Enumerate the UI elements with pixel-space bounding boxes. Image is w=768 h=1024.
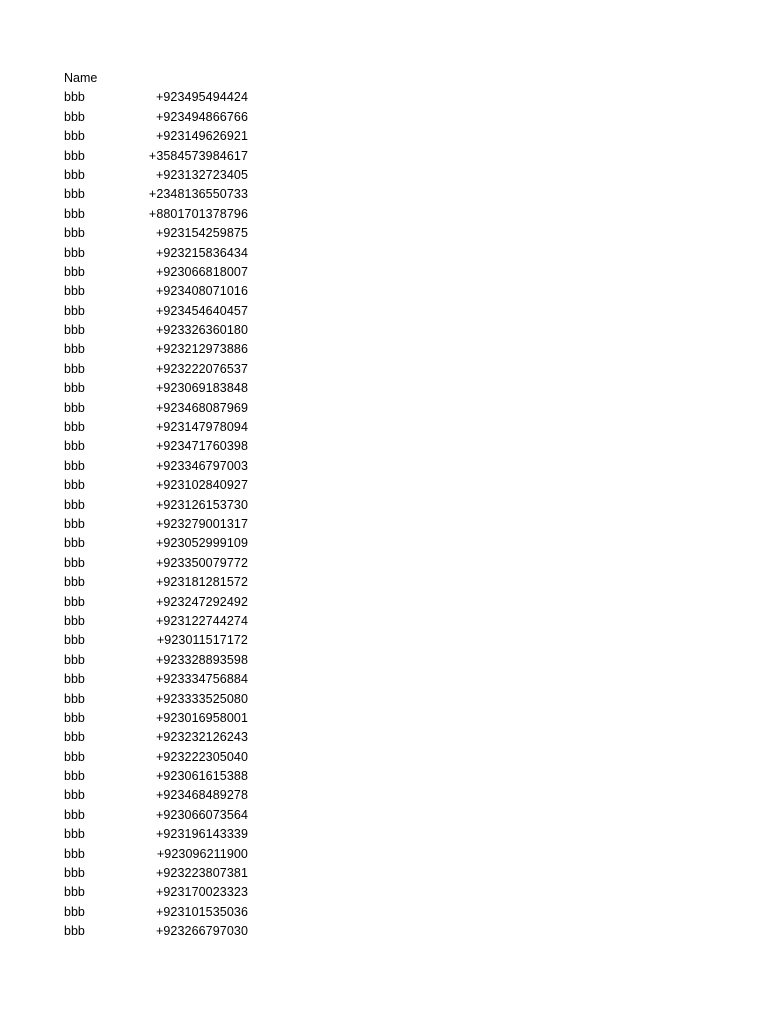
name-cell: bbb	[64, 672, 85, 687]
phone-cell: +923222076537	[155, 361, 248, 376]
name-cell: bbb	[64, 633, 85, 648]
name-cell: bbb	[64, 924, 85, 939]
phone-cell: +3584573984617	[148, 148, 248, 163]
name-cell: bbb	[64, 497, 85, 512]
table-row	[64, 244, 248, 263]
phone-cell: +923279001317	[155, 516, 248, 531]
name-cell: bbb	[64, 381, 85, 396]
phone-cell: +923495494424	[155, 90, 248, 105]
phone-cell: +923066073564	[155, 807, 248, 822]
phone-cell: +923471760398	[155, 439, 248, 454]
name-cell: bbb	[64, 284, 85, 299]
name-cell: bbb	[64, 439, 85, 454]
table-row	[64, 825, 248, 844]
table-row	[64, 166, 248, 185]
name-cell: bbb	[64, 575, 85, 590]
phone-cell: +923011517172	[156, 633, 248, 648]
name-cell: bbb	[64, 613, 85, 628]
table-row	[64, 786, 248, 805]
table-row	[64, 263, 248, 282]
name-cell: bbb	[64, 710, 85, 725]
name-cell: bbb	[64, 749, 85, 764]
phone-cell: +923215836434	[155, 245, 248, 260]
phone-cell: +923170023323	[155, 885, 248, 900]
name-cell: bbb	[64, 458, 85, 473]
table-row	[64, 845, 248, 864]
phone-cell: +923147978094	[155, 420, 248, 435]
name-cell: bbb	[64, 129, 85, 144]
name-cell: bbb	[64, 400, 85, 415]
name-cell: bbb	[64, 361, 85, 376]
table-row	[64, 767, 248, 786]
name-cell: bbb	[64, 342, 85, 357]
phone-cell: +923494866766	[155, 109, 248, 124]
name-cell: bbb	[64, 652, 85, 667]
table-row	[64, 457, 248, 476]
name-cell: bbb	[64, 187, 85, 202]
name-cell: bbb	[64, 226, 85, 241]
phone-cell: +923333525080	[155, 691, 248, 706]
table-row	[64, 127, 248, 146]
name-cell: bbb	[64, 594, 85, 609]
phone-cell: +923096211900	[156, 846, 248, 861]
phone-cell: +923061615388	[155, 769, 248, 784]
phone-cell: +923016958001	[155, 710, 248, 725]
phone-cell: +923196143339	[155, 827, 248, 842]
phone-cell: +923132723405	[155, 167, 248, 182]
contact-sheet	[64, 69, 248, 942]
phone-cell: +923350079772	[155, 555, 248, 570]
table-row	[64, 515, 248, 534]
phone-cell: +923154259875	[155, 226, 248, 241]
table-row	[64, 282, 248, 301]
name-cell: bbb	[64, 769, 85, 784]
phone-cell: +923101535036	[155, 904, 248, 919]
phone-cell: +923122744274	[155, 613, 248, 628]
table-row	[64, 903, 248, 922]
header-row	[64, 69, 248, 88]
contact-rows	[64, 88, 248, 941]
phone-cell: +923454640457	[155, 303, 248, 318]
name-cell: bbb	[64, 827, 85, 842]
table-row	[64, 709, 248, 728]
name-cell: bbb	[64, 303, 85, 318]
name-cell: bbb	[64, 264, 85, 279]
name-cell: bbb	[64, 516, 85, 531]
name-cell: bbb	[64, 536, 85, 551]
phone-cell: +923346797003	[155, 458, 248, 473]
table-row	[64, 360, 248, 379]
table-row	[64, 806, 248, 825]
table-row	[64, 185, 248, 204]
table-row	[64, 224, 248, 243]
name-column-header: Name	[64, 71, 98, 85]
table-row	[64, 728, 248, 747]
table-row	[64, 534, 248, 553]
name-cell: bbb	[64, 323, 85, 338]
phone-cell: +923126153730	[155, 497, 248, 512]
name-cell: bbb	[64, 691, 85, 706]
table-row	[64, 612, 248, 631]
name-cell: bbb	[64, 90, 85, 105]
phone-cell: +923326360180	[155, 323, 248, 338]
table-row	[64, 651, 248, 670]
table-row	[64, 340, 248, 359]
name-cell: bbb	[64, 730, 85, 745]
table-row	[64, 205, 248, 224]
table-row	[64, 631, 248, 650]
phone-cell: +2348136550733	[148, 187, 248, 202]
phone-cell: +923052999109	[155, 536, 248, 551]
table-row	[64, 922, 248, 941]
phone-cell: +923149626921	[155, 129, 248, 144]
table-row	[64, 748, 248, 767]
phone-cell: +923247292492	[155, 594, 248, 609]
phone-cell: +923328893598	[155, 652, 248, 667]
phone-cell: +923334756884	[155, 672, 248, 687]
table-row	[64, 670, 248, 689]
table-row	[64, 690, 248, 709]
phone-cell: +923223807381	[155, 866, 248, 881]
table-row	[64, 573, 248, 592]
table-row	[64, 593, 248, 612]
table-row	[64, 108, 248, 127]
name-cell: bbb	[64, 885, 85, 900]
name-cell: bbb	[64, 206, 85, 221]
phone-cell: +923212973886	[155, 342, 248, 357]
name-cell: bbb	[64, 807, 85, 822]
phone-cell: +923066818007	[155, 264, 248, 279]
table-row	[64, 437, 248, 456]
name-cell: bbb	[64, 904, 85, 919]
name-cell: bbb	[64, 555, 85, 570]
name-cell: bbb	[64, 167, 85, 182]
table-row	[64, 864, 248, 883]
name-cell: bbb	[64, 420, 85, 435]
table-row	[64, 399, 248, 418]
table-row	[64, 476, 248, 495]
table-row	[64, 379, 248, 398]
table-row	[64, 496, 248, 515]
table-row	[64, 883, 248, 902]
name-cell: bbb	[64, 866, 85, 881]
name-cell: bbb	[64, 846, 85, 861]
phone-cell: +923232126243	[155, 730, 248, 745]
table-row	[64, 321, 248, 340]
phone-cell: +923102840927	[155, 478, 248, 493]
phone-cell: +923468489278	[155, 788, 248, 803]
table-row	[64, 418, 248, 437]
name-cell: bbb	[64, 788, 85, 803]
phone-cell: +923408071016	[155, 284, 248, 299]
table-row	[64, 147, 248, 166]
table-row	[64, 302, 248, 321]
name-cell: bbb	[64, 478, 85, 493]
name-cell: bbb	[64, 148, 85, 163]
table-row	[64, 554, 248, 573]
phone-cell: +923181281572	[155, 575, 248, 590]
table-row	[64, 88, 248, 107]
phone-cell: +923468087969	[155, 400, 248, 415]
phone-cell: +923222305040	[155, 749, 248, 764]
name-cell: bbb	[64, 109, 85, 124]
name-cell: bbb	[64, 245, 85, 260]
phone-cell: +8801701378796	[148, 206, 248, 221]
phone-cell: +923266797030	[155, 924, 248, 939]
phone-cell: +923069183848	[155, 381, 248, 396]
